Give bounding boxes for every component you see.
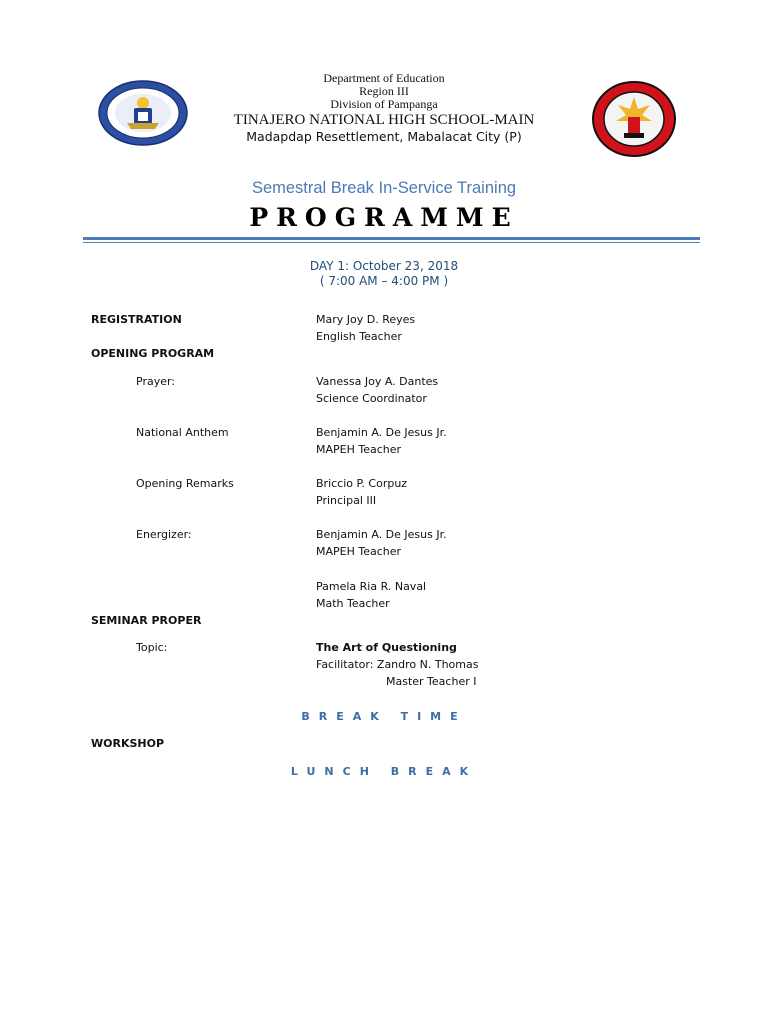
region-name: Region III xyxy=(359,84,409,98)
prayer-role: Science Coordinator xyxy=(316,392,427,405)
topic-title: The Art of Questioning xyxy=(316,641,457,654)
break-time-banner: BREAK TIME xyxy=(301,710,467,723)
topic-label: Topic: xyxy=(136,641,168,654)
energizer-name: Benjamin A. De Jesus Jr. xyxy=(316,528,447,541)
topic-facilitator: Facilitator: Zandro N. Thomas xyxy=(316,658,479,671)
page-title: PROGRAMME xyxy=(249,203,519,232)
opening-program-label: OPENING PROGRAM xyxy=(91,347,215,360)
seminar-proper-label: SEMINAR PROPER xyxy=(91,614,202,627)
energizer-label: Energizer: xyxy=(136,528,192,541)
school-address: Madapdap Resettlement, Mabalacat City (P) xyxy=(246,129,522,144)
division-name: Division of Pampanga xyxy=(330,97,438,111)
dept-name: Department of Education xyxy=(323,71,445,85)
lunch-break-banner: LUNCH BREAK xyxy=(290,765,478,778)
registration-label: REGISTRATION xyxy=(91,313,182,326)
school-name: TINAJERO NATIONAL HIGH SCHOOL-MAIN xyxy=(233,112,535,128)
title-divider-thin xyxy=(83,242,700,243)
event-subtitle: Semestral Break In-Service Training xyxy=(251,179,517,197)
registration-name: Mary Joy D. Reyes xyxy=(316,313,416,326)
registration-role: English Teacher xyxy=(316,330,402,343)
anthem-name: Benjamin A. De Jesus Jr. xyxy=(316,426,447,439)
day-time: ( 7:00 AM – 4:00 PM ) xyxy=(319,274,449,288)
anthem-role: MAPEH Teacher xyxy=(316,443,402,456)
energizer-name-2: Pamela Ria R. Naval xyxy=(316,580,427,593)
title-divider-thick xyxy=(83,237,700,240)
topic-facilitator-role: Master Teacher I xyxy=(386,675,477,688)
remarks-label: Opening Remarks xyxy=(136,477,234,490)
energizer-role-2: Math Teacher xyxy=(316,597,390,610)
energizer-role: MAPEH Teacher xyxy=(316,545,402,558)
prayer-name: Vanessa Joy A. Dantes xyxy=(316,375,439,388)
prayer-label: Prayer: xyxy=(136,375,176,388)
workshop-label: WORKSHOP xyxy=(91,737,165,750)
day-date: DAY 1: October 23, 2018 xyxy=(309,259,459,273)
remarks-name: Briccio P. Corpuz xyxy=(316,477,408,490)
remarks-role: Principal III xyxy=(316,494,377,507)
anthem-label: National Anthem xyxy=(136,426,229,439)
